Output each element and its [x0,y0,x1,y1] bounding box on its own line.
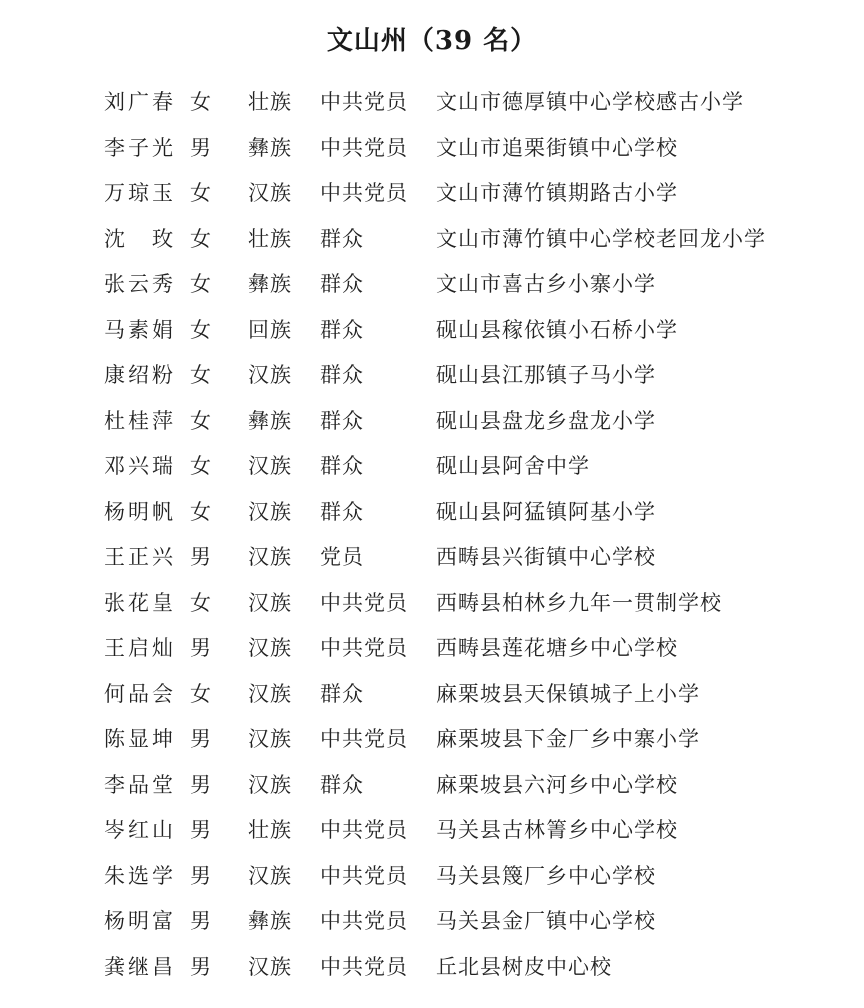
person-gender: 男 [190,909,211,933]
list-item [0,353,864,399]
person-political-status: 中共党员 [320,863,408,888]
person-gender: 男 [190,954,211,979]
person-ethnicity: 壮族 [248,818,292,842]
list-item [0,535,864,581]
person-gender: 男 [190,545,211,569]
list-item [0,171,864,217]
person-ethnicity: 回族 [248,317,292,342]
person-ethnicity: 汉族 [248,363,292,387]
person-school: 马关县金厂镇中心学校 [436,909,656,933]
person-school: 丘北县树皮中心校 [436,954,612,979]
person-name: 王正兴 [104,545,176,569]
person-name: 何品会 [104,681,176,706]
person-political-status: 中共党员 [320,135,408,160]
person-gender: 女 [190,454,211,478]
person-school: 砚山县盘龙乡盘龙小学 [436,408,656,433]
person-gender: 女 [190,499,211,524]
list-item [0,854,864,900]
person-political-status: 群众 [320,454,364,478]
person-ethnicity: 汉族 [248,454,292,478]
person-name: 陈显坤 [104,727,176,751]
person-ethnicity: 汉族 [248,681,292,706]
person-name: 张花皇 [104,590,176,615]
person-name: 邓兴瑞 [104,454,176,478]
list-item [0,490,864,536]
person-name: 李品堂 [104,772,176,797]
person-political-status: 群众 [320,272,364,296]
list-item [0,126,864,172]
person-ethnicity: 彝族 [248,909,292,933]
person-political-status: 群众 [320,363,364,387]
name-list [0,80,864,990]
person-ethnicity: 汉族 [248,590,292,615]
person-gender: 女 [190,363,211,387]
person-political-status: 群众 [320,681,364,706]
person-school: 麻栗坡县下金厂乡中寨小学 [436,727,700,751]
person-school: 文山市追栗街镇中心学校 [436,135,678,160]
list-item [0,308,864,354]
person-name: 马素娟 [104,317,176,342]
person-ethnicity: 汉族 [248,863,292,888]
person-ethnicity: 汉族 [248,727,292,751]
person-political-status: 中共党员 [320,727,408,751]
person-ethnicity: 汉族 [248,499,292,524]
person-school: 文山市薄竹镇期路古小学 [436,181,678,205]
person-ethnicity: 壮族 [248,226,292,251]
person-school: 文山市喜古乡小寨小学 [436,272,656,296]
person-name: 杜桂萍 [104,408,176,433]
person-name: 李子光 [104,135,176,160]
person-ethnicity: 彝族 [248,272,292,296]
list-item [0,399,864,445]
person-name: 杨明帆 [104,499,176,524]
list-item [0,581,864,627]
person-name: 张云秀 [104,272,176,296]
person-name: 王启灿 [104,636,176,660]
person-gender: 女 [190,181,211,205]
person-gender: 女 [190,272,211,296]
person-school: 马关县篾厂乡中心学校 [436,863,656,888]
person-school: 砚山县阿猛镇阿基小学 [436,499,656,524]
person-political-status: 群众 [320,317,364,342]
person-gender: 女 [190,408,211,433]
person-ethnicity: 汉族 [248,954,292,979]
page-title: 文山州（39 名） [326,26,538,56]
person-gender: 女 [190,226,211,251]
person-political-status: 中共党员 [320,590,408,615]
person-political-status: 群众 [320,408,364,433]
person-political-status: 群众 [320,772,364,797]
person-political-status: 中共党员 [320,909,408,933]
person-political-status: 党员 [320,545,364,569]
person-ethnicity: 彝族 [248,408,292,433]
person-gender: 男 [190,727,211,751]
person-ethnicity: 壮族 [248,90,292,114]
person-name: 杨明富 [104,909,176,933]
person-political-status: 群众 [320,499,364,524]
list-item [0,217,864,263]
person-name: 朱选学 [104,863,176,888]
person-name: 康绍粉 [104,363,176,387]
person-school: 文山市德厚镇中心学校感古小学 [436,90,744,114]
person-gender: 女 [190,90,211,114]
person-ethnicity: 彝族 [248,135,292,160]
person-school: 麻栗坡县六河乡中心学校 [436,772,678,797]
list-item [0,717,864,763]
person-gender: 男 [190,818,211,842]
person-gender: 男 [190,863,211,888]
person-school: 西畴县莲花塘乡中心学校 [436,636,678,660]
list-item [0,262,864,308]
person-political-status: 中共党员 [320,636,408,660]
person-school: 砚山县阿舍中学 [436,454,590,478]
list-item [0,80,864,126]
list-item [0,444,864,490]
list-item [0,945,864,991]
person-gender: 女 [190,317,211,342]
person-school: 砚山县江那镇子马小学 [436,363,656,387]
list-item [0,763,864,809]
person-name: 龚继昌 [104,954,176,979]
person-ethnicity: 汉族 [248,181,292,205]
person-school: 马关县古林箐乡中心学校 [436,818,678,842]
person-ethnicity: 汉族 [248,772,292,797]
person-school: 西畴县兴街镇中心学校 [436,545,656,569]
person-name: 刘广春 [104,90,176,114]
person-political-status: 中共党员 [320,818,408,842]
person-political-status: 中共党员 [320,90,408,114]
list-item [0,626,864,672]
person-ethnicity: 汉族 [248,545,292,569]
person-name: 岑红山 [104,818,176,842]
person-political-status: 中共党员 [320,954,408,979]
person-gender: 女 [190,681,211,706]
person-name: 万琼玉 [104,181,176,205]
list-item [0,808,864,854]
list-item [0,899,864,945]
person-name: 沈 玫 [104,226,176,251]
person-school: 西畴县柏林乡九年一贯制学校 [436,590,722,615]
person-political-status: 中共党员 [320,181,408,205]
person-gender: 女 [190,590,211,615]
person-political-status: 群众 [320,226,364,251]
person-school: 麻栗坡县天保镇城子上小学 [436,681,700,706]
person-gender: 男 [190,636,211,660]
person-gender: 男 [190,135,211,160]
person-gender: 男 [190,772,211,797]
list-item [0,672,864,718]
person-school: 文山市薄竹镇中心学校老回龙小学 [436,226,766,251]
person-school: 砚山县稼依镇小石桥小学 [436,317,678,342]
person-ethnicity: 汉族 [248,636,292,660]
